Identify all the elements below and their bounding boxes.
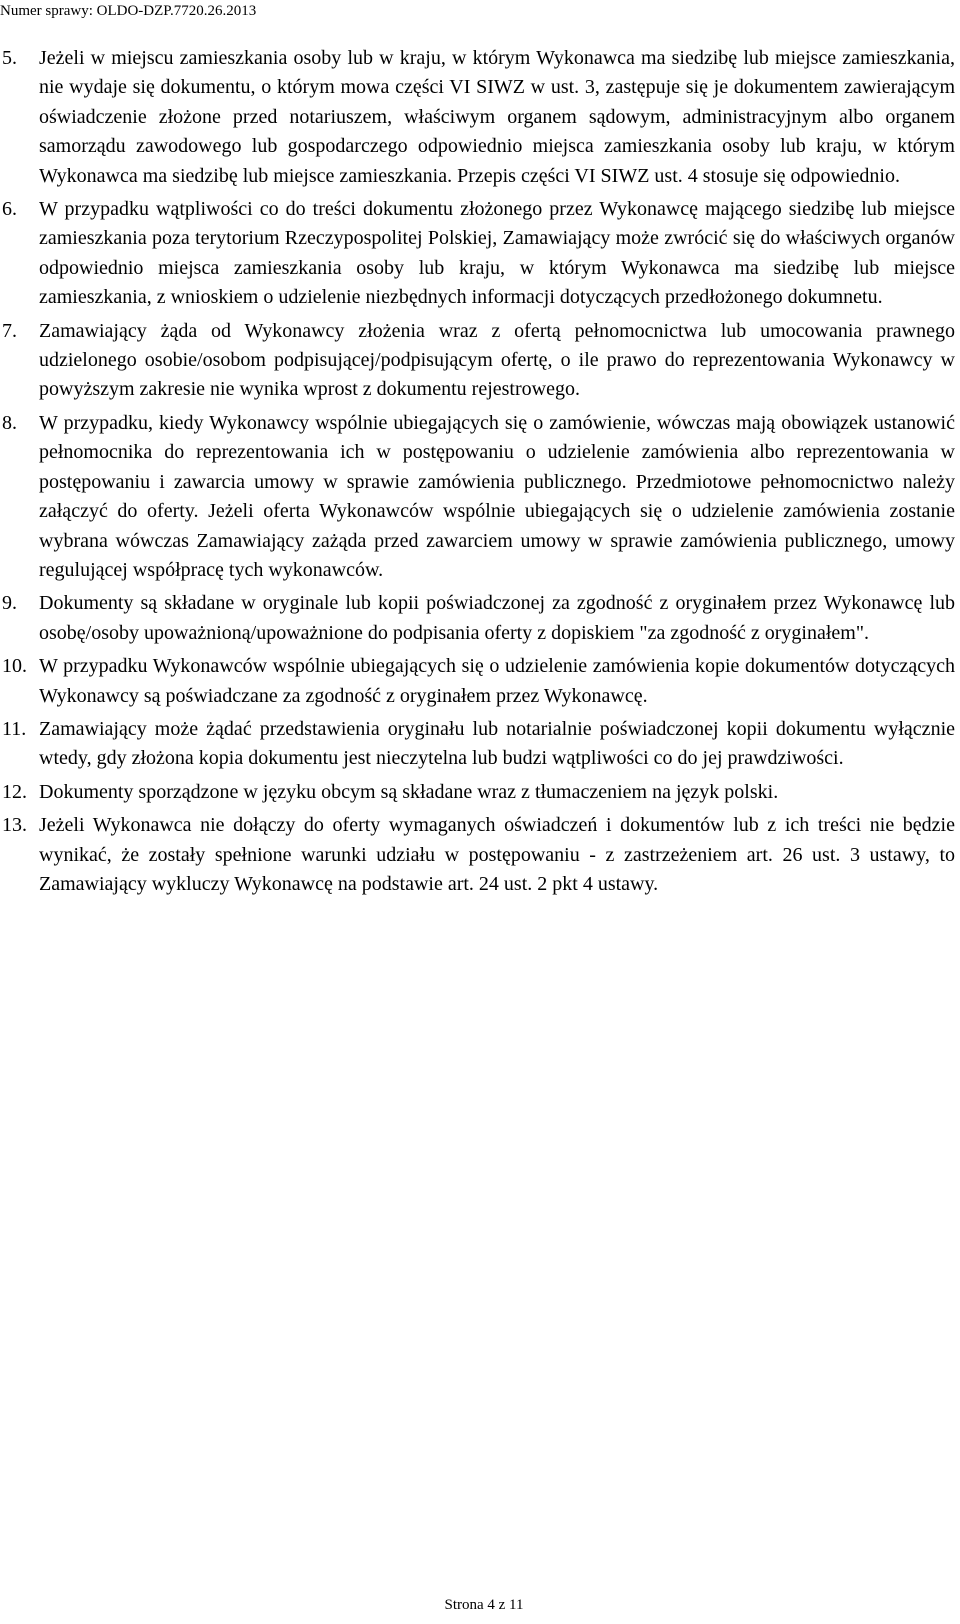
item-number: 11. xyxy=(2,717,27,740)
item-number: 8. xyxy=(2,411,17,434)
item-text: W przypadku wątpliwości co do treści dokumentu złożonego przez Wykonawcę mającego siedzibę lub miejsce zamieszkania poza terytorium Rzeczypospolitej Polskiej, Zamawiający może zwrócić się do właściwych organów odpowiednio miejsca zamieszkania osoby lub kraju, w którym Wykonawca ma siedzibę lub miejsce zamieszkania, z wnioskiem o udzielenie niezbędnych informacji dotyczących przedłożonego dokumnetu. xyxy=(39,198,955,309)
item-number: 6. xyxy=(2,198,17,221)
list-item xyxy=(0,409,955,585)
item-text: Jeżeli w miejscu zamieszkania osoby lub w kraju, w którym Wykonawca ma siedzibę lub miejsce zamieszkania, nie wydaje się dokumentu, o którym mowa części VI SIWZ w ust. 3, zastępuje się je dokumentem zawierającym oświadczenie złożone przed notariuszem, właściwym organem sądowym, administracyjnym albo organem samorządu zawodowego lub gospodarczego odpowiednio miejsca zamieszkania osoby lub kraju, w którym Wykonawca ma siedzibę lub miejsce zamieszkania. Przepis części VI SIWZ ust. 4 stosuje się odpowiednio. xyxy=(39,47,955,187)
list-item xyxy=(0,44,955,191)
item-text: Zamawiający żąda od Wykonawcy złożenia wraz z ofertą pełnomocnictwa lub umocowania prawnego udzielonego osobie/osobom podpisującej/podpisującym ofertę, o ile prawo do reprezentowania Wykonawcy w powyższym zakresie nie wynika wprost z dokumentu rejestrowego. xyxy=(39,319,955,401)
item-text: W przypadku Wykonawców wspólnie ubiegających się o udzielenie zamówienia kopie dokumentów dotyczących Wykonawcy są poświadczane za zgodność z oryginałem przez Wykonawcę. xyxy=(39,655,955,707)
numbered-list xyxy=(0,44,955,903)
list-item xyxy=(0,715,955,774)
list-item xyxy=(0,317,955,405)
item-text: Jeżeli Wykonawca nie dołączy do oferty wymaganych oświadczeń i dokumentów lub z ich treści nie będzie wynikać, że zostały spełnione warunki udziału w postępowaniu - z zastrzeżeniem art. 26 ust. 3 ustawy, to Zamawiający wykluczy Wykonawcę na podstawie art. 24 ust. 2 pkt 4 ustawy. xyxy=(39,814,955,895)
item-text: Dokumenty są składane w oryginale lub kopii poświadczonej za zgodność z oryginałem przez Wykonawcę lub osobę/osoby upoważnioną/upoważnione do podpisania oferty z dopiskiem "za zgodność z oryginałem". xyxy=(39,592,955,644)
case-number-header: Numer sprawy: OLDO-DZP.7720.26.2013 xyxy=(0,3,257,19)
item-number: 7. xyxy=(2,319,17,342)
page-number-footer: Strona 4 z 11 xyxy=(444,1597,524,1613)
list-item xyxy=(0,589,955,648)
list-item xyxy=(0,652,955,711)
item-number: 10. xyxy=(2,655,27,678)
item-number: 13. xyxy=(2,814,27,837)
item-text: Dokumenty sporządzone w języku obcym są składane wraz z tłumaczeniem na język polski. xyxy=(39,780,779,803)
list-item xyxy=(0,811,955,899)
item-number: 5. xyxy=(2,47,17,69)
item-number: 12. xyxy=(2,780,27,803)
item-text: W przypadku, kiedy Wykonawcy wspólnie ubiegających się o zamówienie, wówczas mają obowiązek ustanowić pełnomocnika do reprezentowania ich w postępowaniu o udzielenie zamówienia albo reprezentowania w postępowaniu i zawarcia umowy w sprawie zamówienia publicznego. Przedmiotowe pełnomocnictwo należy załączyć do oferty. Jeżeli oferta Wykonawców wspólnie ubiegających się o udzielenie zamówienia zostanie wybrana wówczas Zamawiający zażąda przed zawarciem umowy w sprawie zamówienia publicznego, umowy regulującej współpracę tych wykonawców. xyxy=(39,411,955,581)
list-item xyxy=(0,195,955,313)
item-number: 9. xyxy=(2,592,17,615)
item-text: Zamawiający może żądać przedstawienia oryginału lub notarialnie poświadczonej kopii dokumentu wyłącznie wtedy, gdy złożona kopia dokumentu jest nieczytelna lub budzi wątpliwości co do jej prawdziwości. xyxy=(39,717,955,770)
list-item xyxy=(0,778,955,807)
